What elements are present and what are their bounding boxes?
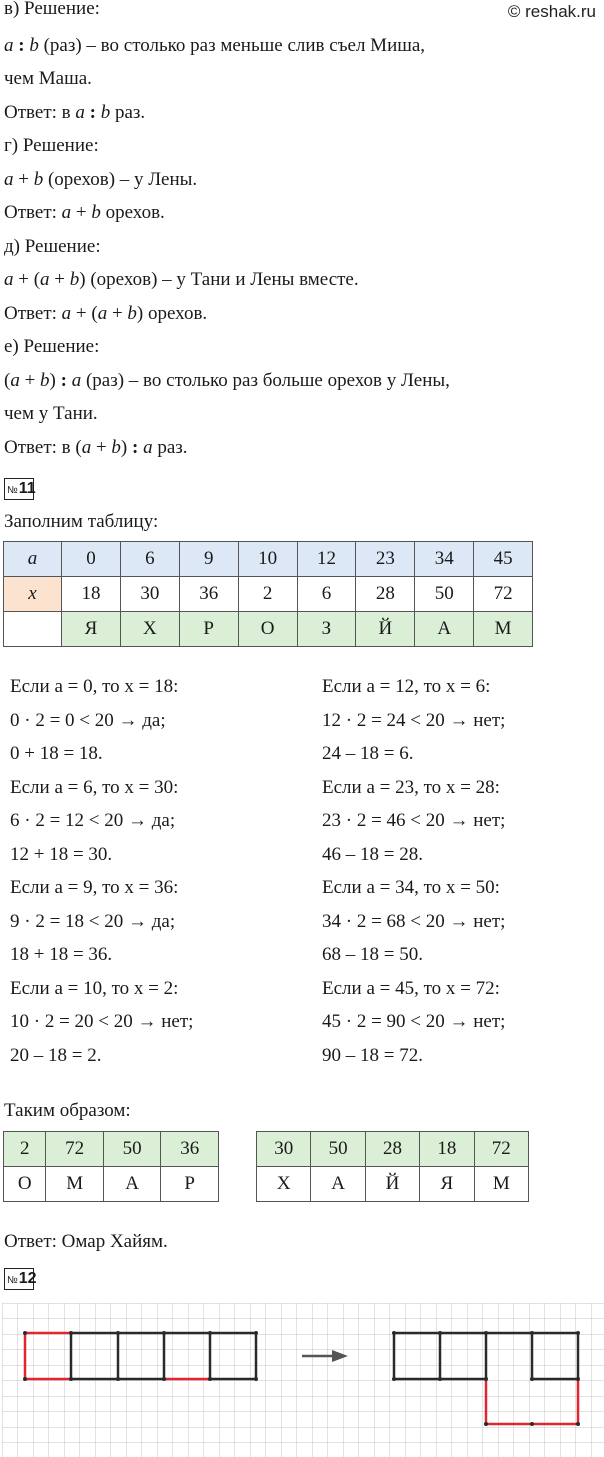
calc-line: Если a = 23, то x = 28:	[322, 776, 500, 798]
calc-line: 24 – 18 = 6.	[322, 743, 414, 764]
part-v-line2: чем Маша.	[4, 68, 92, 89]
a-value: 0	[62, 542, 121, 577]
x-value: 72	[474, 577, 533, 612]
word2-table	[256, 1131, 529, 1202]
calc-line: Если a = 34, то x = 50:	[322, 877, 500, 898]
task-12-badge: №12	[4, 1268, 34, 1290]
part-d-line1: a + (a + b) (орехов) – у Тани и Лены вместе.	[4, 269, 359, 290]
calc-line: 10 · 2 = 20 < 20 → нет;	[10, 1011, 194, 1032]
calc-line: Если a = 0, то x = 18:	[10, 676, 179, 697]
letter-cell: Х	[257, 1167, 311, 1202]
letter-cell: А	[311, 1167, 365, 1202]
task-11-answer: Ответ: Омар Хайям.	[4, 1231, 168, 1252]
a-value: 9	[179, 542, 238, 577]
x-value: 2	[238, 577, 297, 612]
letter-cell: Р	[179, 612, 238, 647]
letters-row	[4, 612, 533, 647]
calc-line: Если a = 6, то x = 30:	[10, 776, 179, 798]
num-cell: 36	[161, 1132, 219, 1167]
letter-cell: Я	[420, 1167, 474, 1202]
letter-cell: З	[297, 612, 356, 647]
task-11-badge: №11	[4, 478, 34, 500]
part-d-answer: Ответ: a + (a + b) орехов.	[4, 303, 208, 324]
thus-text: Таким образом:	[4, 1100, 131, 1121]
part-g-answer: Ответ: a + b орехов.	[4, 202, 165, 223]
num-cell: 18	[420, 1132, 474, 1167]
part-v-answer: Ответ: в a : b раз.	[4, 102, 146, 123]
calc-line: Если a = 12, то x = 6:	[322, 676, 491, 697]
calc-line: 46 – 18 = 28.	[322, 843, 423, 865]
part-d-heading: д) Решение:	[4, 236, 101, 257]
a-value: 34	[415, 542, 474, 577]
calc-line: 18 + 18 = 36.	[10, 944, 113, 965]
letter-cell: Р	[161, 1167, 219, 1202]
calc-line: 12 + 18 = 30.	[10, 843, 113, 865]
part-e-answer: Ответ: в (a + b) : a раз.	[4, 437, 188, 458]
part-v-line1: a : b (раз) – во столько раз меньше слив съел Миша,	[4, 35, 426, 56]
letter-cell: А	[103, 1167, 161, 1202]
num-cell: 72	[474, 1132, 528, 1167]
letter-cell: Й	[365, 1167, 419, 1202]
x-value: 36	[179, 577, 238, 612]
letter-cell: Х	[120, 612, 179, 647]
right-calculations	[322, 670, 505, 1072]
x-value: 18	[62, 577, 121, 612]
num-cell: 50	[311, 1132, 365, 1167]
word1-table	[3, 1131, 219, 1202]
letter-cell: О	[238, 612, 297, 647]
calc-line: 0 + 18 = 18.	[10, 743, 103, 764]
num-cell: 28	[365, 1132, 419, 1167]
task-11-intro: Заполним таблицу:	[4, 511, 159, 532]
x-label: x	[4, 577, 62, 612]
calc-line: 0 · 2 = 0 < 20 → да;	[10, 709, 166, 731]
a-value: 23	[356, 542, 415, 577]
a-value: 45	[474, 542, 533, 577]
letter-cell: М	[474, 1167, 528, 1202]
x-value: 50	[415, 577, 474, 612]
calc-line: 20 – 18 = 2.	[10, 1044, 102, 1066]
letter-cell: Й	[356, 612, 415, 647]
part-e-heading: е) Решение:	[4, 336, 100, 357]
num-cell: 2	[4, 1132, 46, 1167]
a-row	[4, 542, 533, 577]
match-grid-figure	[0, 1300, 604, 1457]
calc-line: 68 – 18 = 50.	[322, 944, 423, 965]
values-table	[3, 541, 533, 647]
x-value: 6	[297, 577, 356, 612]
x-row	[4, 577, 533, 612]
letter-cell: М	[46, 1167, 104, 1202]
a-label: a	[4, 542, 62, 577]
letter-cell: А	[415, 612, 474, 647]
part-v-heading: в) Решение:	[4, 0, 100, 19]
calc-line: 12 · 2 = 24 < 20 → нет;	[322, 709, 506, 731]
x-value: 30	[120, 577, 179, 612]
num-cell: 72	[46, 1132, 104, 1167]
a-value: 6	[120, 542, 179, 577]
letter-cell: О	[4, 1167, 46, 1202]
calc-line: 90 – 18 = 72.	[322, 1044, 423, 1066]
x-value: 28	[356, 577, 415, 612]
part-g-heading: г) Решение:	[4, 135, 99, 156]
letter-cell: Я	[62, 612, 121, 647]
calc-line: Если a = 45, то x = 72:	[322, 977, 500, 999]
a-value: 10	[238, 542, 297, 577]
part-e-line2: чем у Тани.	[4, 403, 98, 424]
calc-line: 23 · 2 = 46 < 20 → нет;	[322, 810, 506, 831]
part-g-line1: a + b (орехов) – у Лены.	[4, 169, 198, 190]
empty-cell	[4, 612, 62, 647]
calc-line: 6 · 2 = 12 < 20 → да;	[10, 810, 176, 831]
calc-line: 9 · 2 = 18 < 20 → да;	[10, 910, 176, 932]
a-value: 12	[297, 542, 356, 577]
site-watermark: © reshak.ru	[507, 2, 596, 21]
calc-line: Если a = 9, то x = 36:	[10, 877, 179, 898]
num-cell: 30	[257, 1132, 311, 1167]
num-cell: 50	[103, 1132, 161, 1167]
calc-line: Если a = 10, то x = 2:	[10, 977, 179, 999]
part-v-line1-tail: (раз) – во столько раз меньше слив съел Миша,	[38, 35, 426, 56]
calc-line: 34 · 2 = 68 < 20 → нет;	[322, 910, 506, 932]
left-calculations	[10, 670, 193, 1072]
calc-line: 45 · 2 = 90 < 20 → нет;	[322, 1011, 506, 1032]
part-e-line1: (a + b) : a (раз) – во столько раз больше орехов у Лены,	[4, 370, 450, 391]
letter-cell: М	[474, 612, 533, 647]
